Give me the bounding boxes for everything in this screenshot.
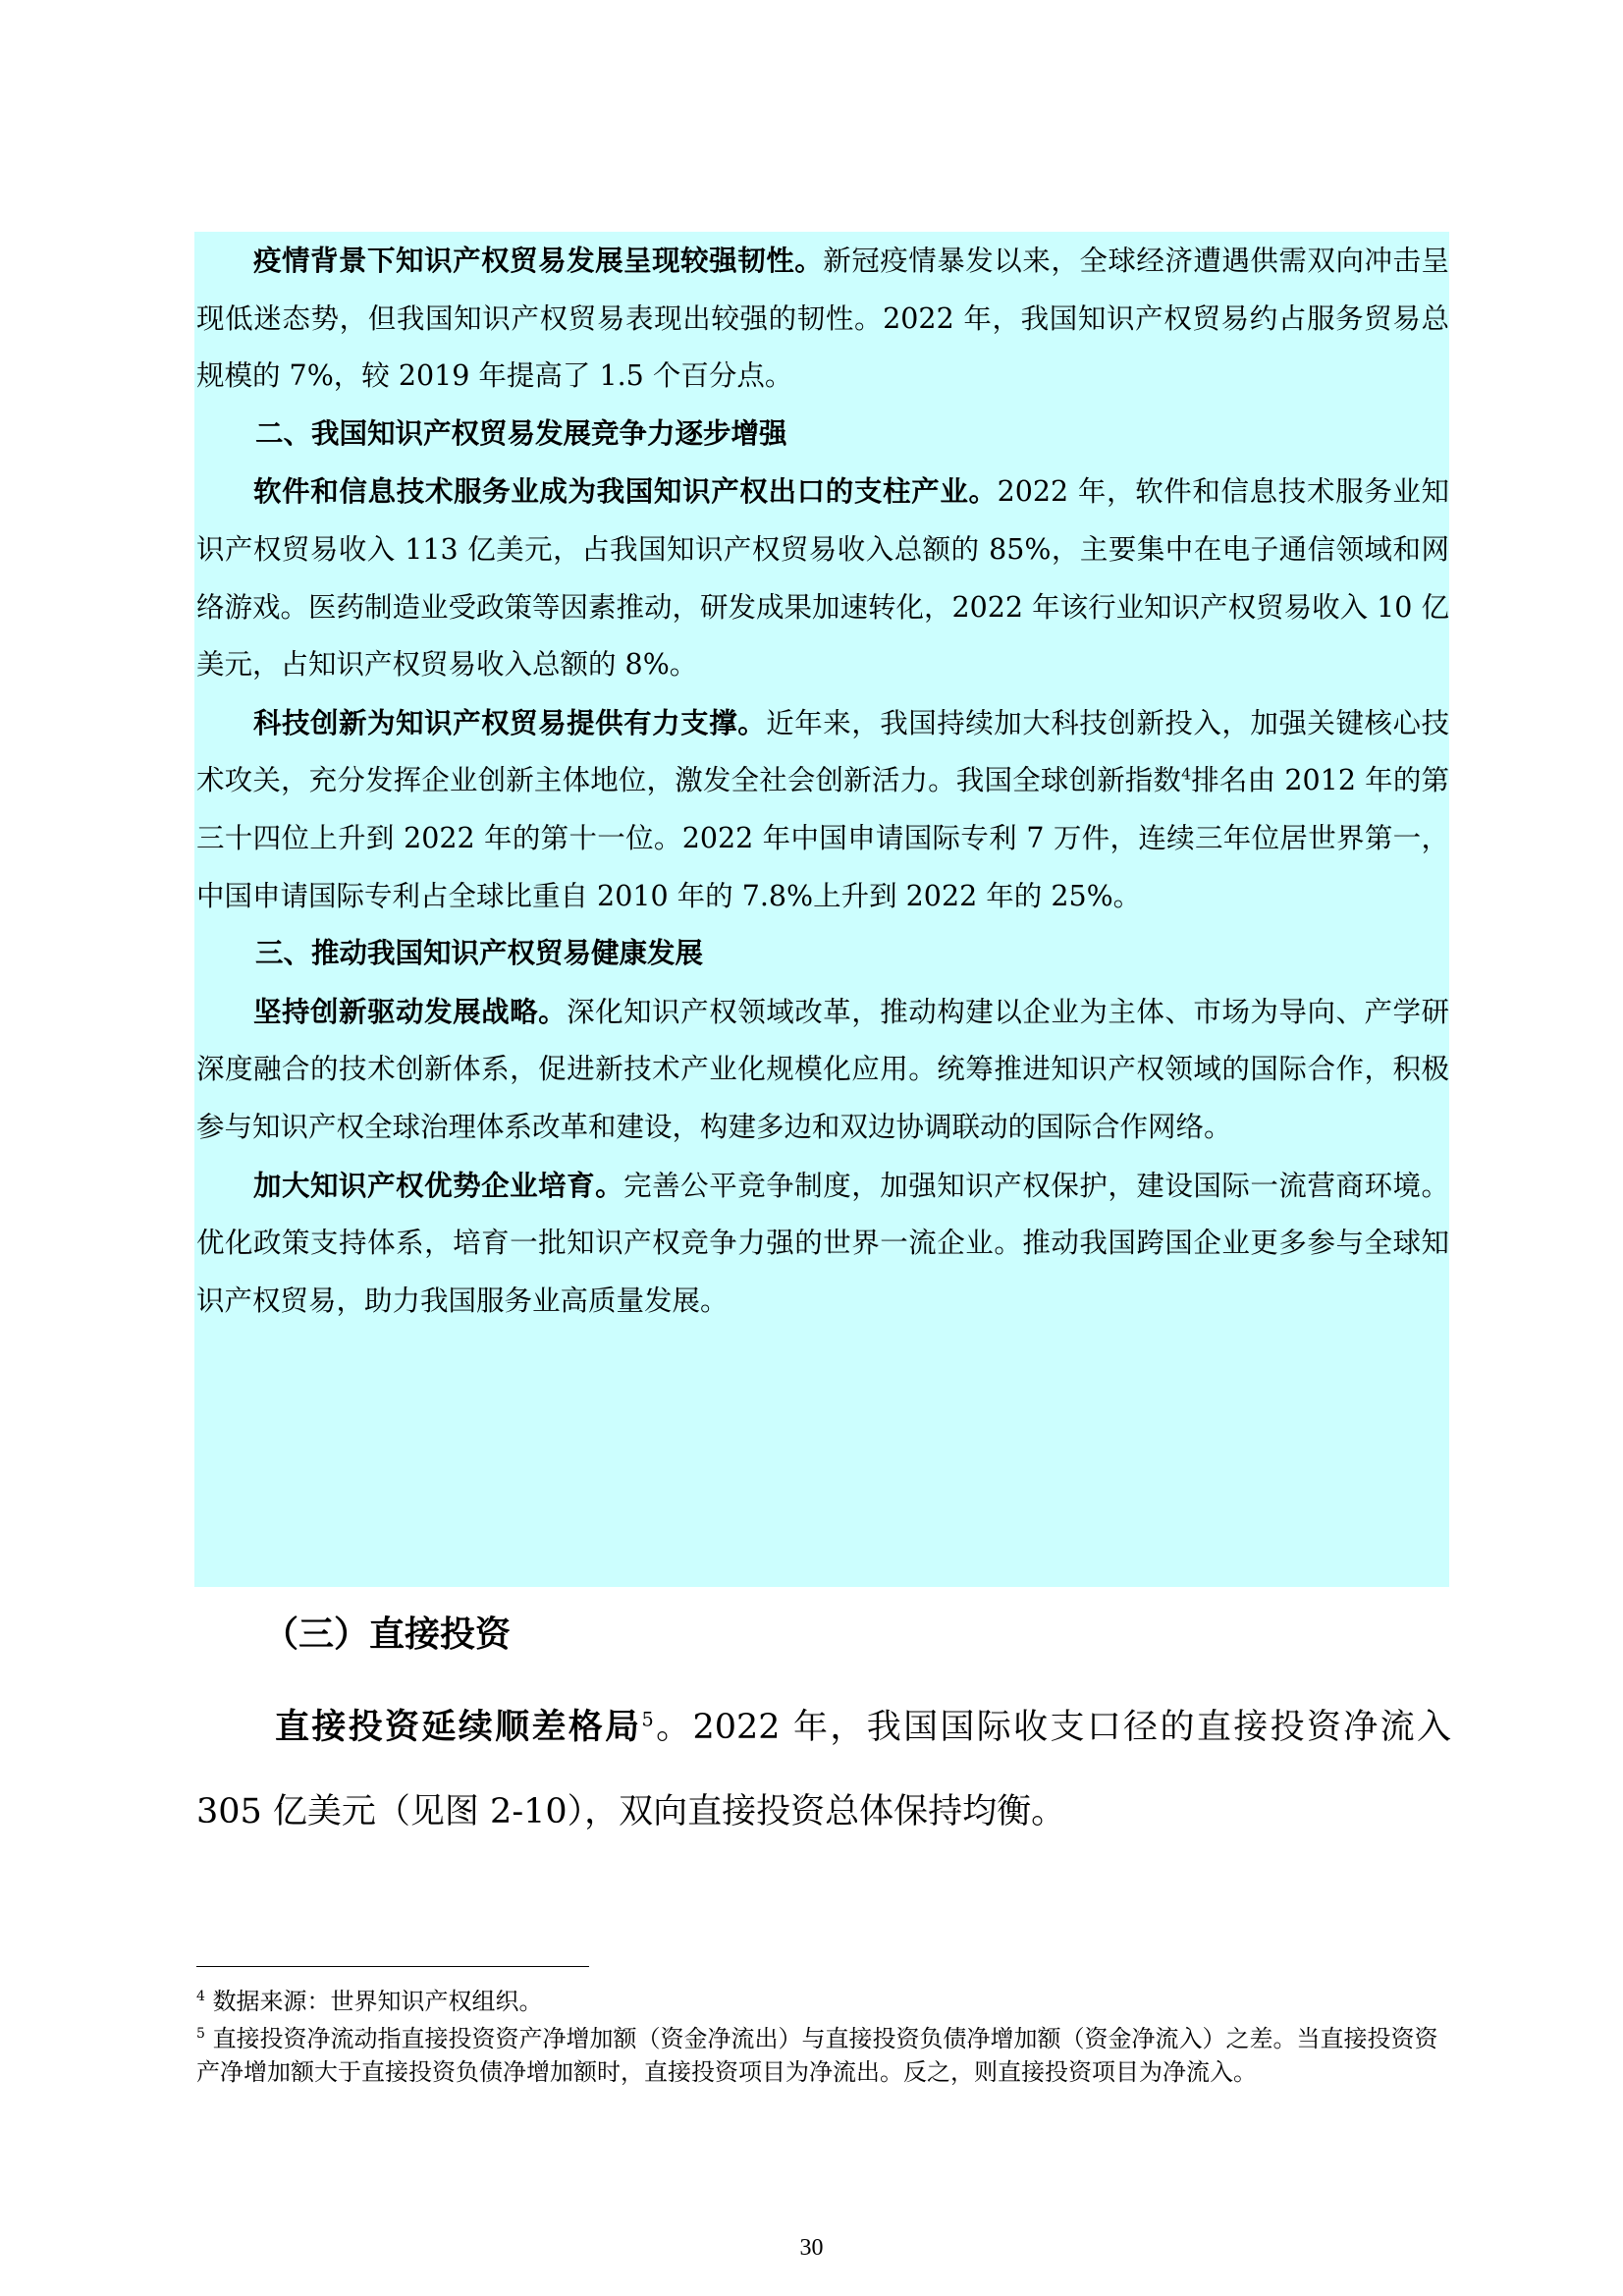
highlighted-text-box — [194, 232, 1449, 1587]
paragraph-enterprise-cultivation — [196, 1157, 1449, 1331]
page-number: 30 — [799, 2235, 824, 2261]
paragraph-lead: 直接投资延续顺差格局 — [275, 1707, 642, 1747]
paragraph-lead: 坚持创新驱动发展战略。 — [253, 994, 568, 1028]
paragraph-text: 完善公平竞争制度，加强知识产权保护，建设国际一流营商环境。优化政策支持体系，培育一批知识产权竞争力强的世界一流企业。推动我国跨国企业更多参与全球知识产权贸易，助力我国服务业高质量发展。 — [196, 1169, 1449, 1317]
paragraph-text: 2022 年，软件和信息技术服务业知识产权贸易收入 113 亿美元，占我国知识产权贸易收入总额的 85%，主要集中在电子通信领域和网络游戏。医药制造业受政策等因素推动，研发成果加速转化，2022 年该行业知识产权贸易收入 10 亿美元，占知识产权贸易收入总额的 8%。 — [196, 475, 1449, 682]
paragraph-text: 新冠疫情暴发以来，全球经济遭遇供需双向冲击呈现低迷态势，但我国知识产权贸易表现出较强的韧性。2022 年，我国知识产权贸易约占服务贸易总规模的 7%，较 2019 年提高了 1.5 个百分点。 — [196, 245, 1449, 393]
paragraph-text: 。2022 年，我国国际收支口径的直接投资净流入 305 亿美元（见图 2-10），双向直接投资总体保持均衡。 — [196, 1708, 1451, 1831]
footnote-4 — [196, 1980, 1451, 2018]
paragraph-lead: 疫情背景下知识产权贸易发展呈现较强韧性。 — [253, 244, 824, 277]
footnote-ref[interactable]: 4 — [1181, 764, 1192, 784]
paragraph-ip-resilience — [196, 232, 1449, 406]
paragraph-tech-innovation — [196, 694, 1449, 925]
footnote-5 — [196, 2017, 1451, 2089]
footnote-number: 4 — [196, 1989, 205, 2004]
heading-healthy-development: 三、推动我国知识产权贸易健康发展 — [255, 937, 704, 970]
paragraph-text: 近年来，我国持续加大科技创新投入，加强关键核心技术攻关，充分发挥企业创新主体地位，激发全社会创新活力。我国全球创新指数 — [196, 706, 1449, 797]
section-heading: （三）直接投资 — [263, 1614, 512, 1655]
paragraph-innovation-strategy — [196, 983, 1449, 1157]
paragraph-lead: 科技创新为知识产权贸易提供有力支撑。 — [253, 705, 767, 739]
heading-competitiveness: 二、我国知识产权贸易发展竞争力逐步增强 — [255, 416, 787, 450]
paragraph-software-industry — [196, 463, 1449, 693]
footnote-text: 直接投资净流动指直接投资资产净增加额（资金净流出）与直接投资负债净增加额（资金净流入）之差。当直接投资资产净增加额大于直接投资负债净增加额时，直接投资项目为净流出。反之，则直接投资项目为净流入。 — [196, 2025, 1438, 2086]
footnote-ref[interactable]: 5 — [641, 1708, 654, 1731]
paragraph-text: 排名由 2012 年的第三十四位上升到 2022 年的第十一位。2022 年中国申请国际专利 7 万件，连续三年位居世界第一，中国申请国际专利占全球比重自 2010 年的 7.8%上升到 2022 年的 25%。 — [196, 764, 1449, 912]
footnote-number: 5 — [196, 2026, 205, 2042]
footnote-divider — [196, 1966, 589, 1967]
footnote-text: 数据来源：世界知识产权组织。 — [212, 1988, 543, 2015]
paragraph-text: 深化知识产权领域改革，推动构建以企业为主体、市场为导向、产学研深度融合的技术创新体系，促进新技术产业化规模化应用。统筹推进知识产权领域的国际合作，积极参与知识产权全球治理体系改革和建设，构建多边和双边协调联动的国际合作网络。 — [196, 995, 1449, 1143]
body-paragraph-direct-investment — [196, 1685, 1451, 1854]
paragraph-lead: 加大知识产权优势企业培育。 — [253, 1168, 624, 1202]
paragraph-lead: 软件和信息技术服务业成为我国知识产权出口的支柱产业。 — [253, 474, 998, 509]
